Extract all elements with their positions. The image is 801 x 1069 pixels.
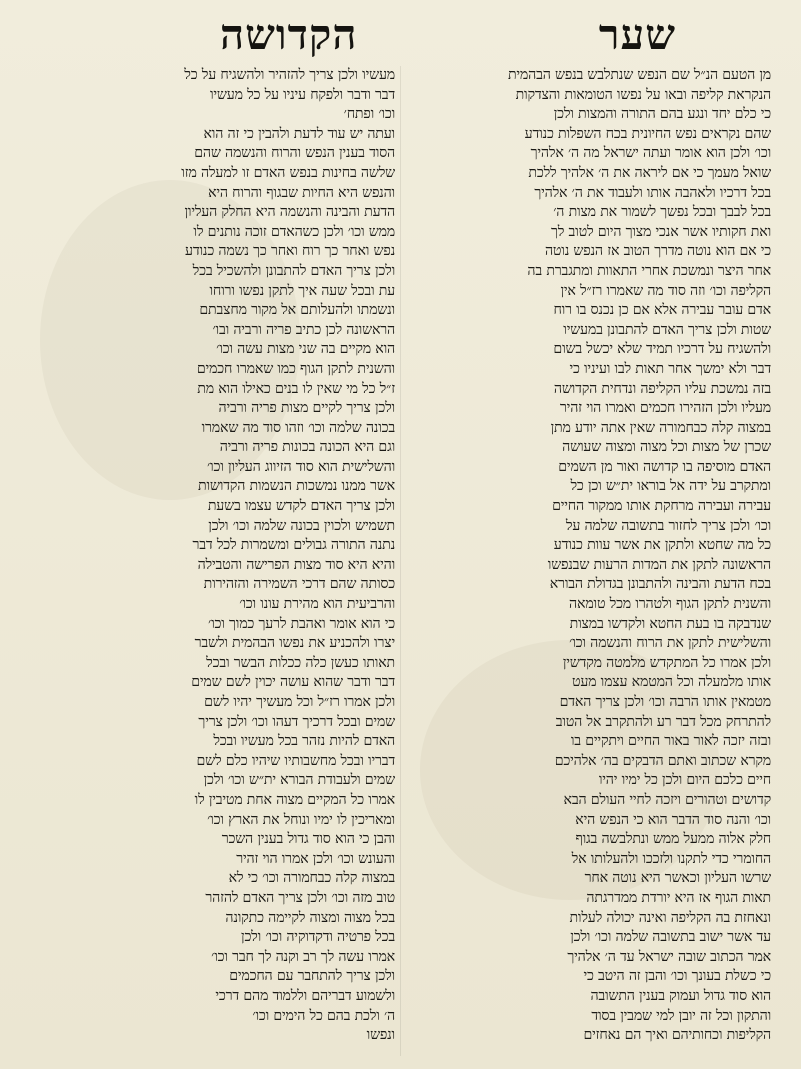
text-line: ומתקרב על ידה אל בוראו ית״ש וכן כל — [570, 478, 771, 495]
text-line: והיא היא סוד מצות הפרישה והטבילה — [197, 556, 395, 573]
text-line: כסותה שהם דרכי השמירה והזהירות — [203, 576, 395, 593]
text-line: והשלישית לתקן את הרוח והנשמה וכו׳ — [569, 635, 771, 652]
text-line: דבר ולא ימשך אחר תאות לבו ועיניו כי — [569, 360, 771, 377]
text-line: אשר ממנו נמשכות הנשמות הקדושות — [198, 478, 395, 495]
text-line: ונפשו — [366, 1027, 395, 1044]
text-line: טוב מזה וכו׳ ולכן צריך האדם להזהר — [205, 889, 395, 906]
text-line: וכו׳ והנה סוד הדבר הוא כי הנפש היא — [575, 811, 771, 828]
text-line: בכל פרטיה ודקדוקיה וכו׳ ולכן — [241, 929, 395, 946]
text-line: הראשונה לתקן את המדות הרעות שבנפשו — [547, 556, 771, 573]
text-line: ולכן צריך לקיים מצות פריה ורביה — [218, 400, 395, 417]
text-line: תאות הגוף אז היא יורדת ממדרגתה — [586, 889, 771, 906]
text-line: ולכן צריך להתחבר עם החכמים — [229, 968, 395, 985]
text-line: הקליפה וכו׳ וזה סוד מה שאמרו רז״ל אין — [560, 282, 771, 299]
text-line: אמרו עשה לך רב וקנה לך חבר וכו׳ — [211, 948, 395, 965]
text-line: ובזה יזכה לאור באור החיים ויתקיים בו — [570, 733, 771, 750]
text-line: כי הוא אומר ואהבת לרעך כמוך וכו׳ — [208, 615, 395, 632]
text-line: חלק אלוה ממעל ממש ונתלבשה בגוף — [575, 831, 771, 848]
text-line: עת ובכל שעה איך לתקן נפשו ורוחו — [209, 282, 395, 299]
text-line: אמרו כל המקיים מצוה אחת מטיבין לו — [194, 791, 395, 808]
text-line: מקרא שכתוב ואתם הדבקים בה׳ אלהיכם — [554, 752, 771, 769]
text-line: שלשה בחינות בנפש האדם זו למעלה מזו — [181, 164, 395, 181]
text-line: כי כשלת בעונך וכו׳ והבן זה היטב כי — [583, 968, 771, 985]
text-line: אותו מלמעלה וכל המטמא עצמו מעט — [571, 674, 771, 691]
text-line: שואל מעמך כי אם ליראה את ה׳ אלהיך ללכת — [528, 164, 771, 181]
text-line: והנפש היא החיות שבגוף והרוח היא — [208, 184, 395, 201]
text-line: כל מה שחטא ולתקן את אשר עוות כנודע — [553, 537, 771, 554]
text-line: יצרו ולהכניע את נפשו הבהמית ולשבר — [194, 635, 395, 652]
left-text-column — [53, 66, 395, 1051]
text-line: שמים ובכל דרכיך דעהו וכו׳ ולכן צריך — [198, 713, 395, 730]
text-line: דבר ודבר ולפקח עיניו על כל מעשיו — [209, 86, 395, 103]
text-line: חיים כלכם היום ולכן כל ימיו יהיו — [598, 772, 771, 789]
text-line: ונשמתו ולהעלותם אל מקור מחצבתם — [199, 302, 395, 319]
text-line: ולהשגיח על דרכיו תמיד שלא יכשל בשום — [553, 341, 771, 358]
text-line: הוא סוד גדול ועמוק בענין התשובה — [590, 987, 771, 1004]
text-line: שכרן של מצות וכל מצוה ומצוה שעושה — [562, 439, 771, 456]
text-line: בכח הדעת והבינה ולהתבונן בגדולת הבורא — [549, 576, 771, 593]
text-line: בכל מצוה ומצוה לקיימה כתקונה — [225, 909, 395, 926]
text-line: בזה נמשכת עליו הקליפה ונדחית הקדושה — [553, 380, 771, 397]
text-line: הראשונה לכן כתיב פריה ורביה ובו׳ — [212, 321, 395, 338]
text-line: ואת חקותיו אשר אנכי מצוך היום לטוב לך — [551, 223, 771, 240]
text-line: מעליו ולכן הזהירו חכמים ואמרו הוי זהיר — [559, 400, 771, 417]
text-line: החומרי כדי לתקנו ולזככו ולהעלותו אל — [571, 850, 771, 867]
text-line: ועתה יש עוד לדעת ולהבין כי זה הוא — [203, 125, 395, 142]
text-line: והשנית לתקן הגוף ולטהרו מכל טומאה — [569, 596, 771, 613]
running-head-left: הקדושה — [220, 10, 358, 59]
text-line: במצוה קלה כבחמורה שאין אתה יודע מתן — [550, 419, 771, 436]
text-line: וכו׳ ולכן הוא אומר ועתה ישראל מה ה׳ אלהיך — [530, 145, 771, 162]
text-line: מן הטעם הנ״ל שם הנפש שנתלבש בנפש הבהמית — [507, 67, 771, 83]
text-line: ומאריכין לו ימיו ונוחל את הארץ וכו׳ — [207, 811, 395, 828]
text-line: עבירה ועבירה מרחקת אותו ממקור החיים — [552, 498, 771, 515]
text-line: במצוה קלה כבחמורה וכו׳ כי לא — [228, 870, 395, 887]
text-line: ז״ל כל מי שאין לו בנים כאילו הוא מת — [197, 380, 395, 397]
text-line: ולשמוע דבריהם וללמוד מהם דרכי — [215, 987, 395, 1004]
text-line: אחר היצר ונמשכת אחרי התאוות ומתגברת בה — [527, 262, 771, 279]
text-line: ונאחזת בה הקליפה ואינה יכולה לעלות — [569, 909, 771, 926]
text-line: תאותו כעשן כלה ככלות הבשר ובכל — [206, 654, 395, 671]
text-line: והבן כי הוא סוד גדול בענין השכר — [221, 831, 395, 848]
text-line: והשנית לתקן הגוף כמו שאמרו חכמים — [196, 360, 395, 377]
text-line: עד אשר ישוב בתשובה שלמה וכו׳ ולכן — [570, 929, 771, 946]
right-text-column — [429, 66, 771, 1051]
text-line: ולכן אמרו כל המתקדש מלמטה מקדשין — [562, 654, 771, 671]
running-head-right: שער — [598, 10, 676, 59]
text-line: אדם עובר עבירה אלא אם כן נכנס בו רוח — [553, 302, 771, 319]
text-line: והרביעית הוא מהירת עונו וכו׳ — [239, 596, 395, 613]
text-line: ה׳ ולכת בהם כל הימים וכו׳ — [252, 1007, 395, 1024]
text-line: והעונש וכו׳ ולכן אמרו הוי זהיר — [236, 850, 395, 867]
text-line: אמר הכתוב שובה ישראל עד ה׳ אלהיך — [567, 948, 771, 965]
text-line: כי כלם יחד ונגע בהם התורה והמצות ולכן — [553, 106, 771, 123]
text-line: בכונה שלמה וכו׳ וזהו סוד מה שאמרו — [201, 419, 395, 436]
text-line: שרשו העליון וכאשר היא נוטה אחר — [584, 870, 771, 887]
text-line: הסוד בענין הנפש והרוח והנשמה שהם — [194, 145, 395, 162]
text-line: קדושים וטהורים ויזכה לחיי העולם הבא — [563, 791, 771, 808]
text-line: וכו׳ ולכן צריך לחזור בתשובה שלמה על — [565, 517, 771, 534]
text-line: מעשיו ולכן צריך להזהיר ולהשגיח על כל — [184, 67, 395, 83]
text-line: הנקראת קליפה ובאו על נפשו הטומאות והצדקות — [515, 86, 771, 103]
text-line: נפש ואחר כך רוח ואחר כך נשמה כנודע — [185, 243, 395, 260]
text-line: שהם נקראים נפש החיונית בכח השפלות כנודע — [524, 125, 771, 142]
text-line: ולכן צריך האדם לקדש עצמו בשעת — [207, 498, 395, 515]
text-line: ממש וכו׳ ולכן כשהאדם זוכה נותנים לו — [193, 223, 395, 240]
text-line: ולכן אמרו רז״ל וכל מעשיך יהיו לשם — [204, 694, 395, 710]
text-line: והתקון וכל זה יובן למי שמבין בסוד — [591, 1007, 771, 1024]
text-line: תשמיש ולכוין בכונה שלמה וכו׳ ולכן — [208, 517, 395, 534]
text-line: שטות ולכן צריך האדם להתבונן במעשיו — [563, 321, 771, 338]
text-line: וכו׳ ופתח׳ — [343, 106, 395, 123]
text-line: דבריו ובכל מחשבותיו שיהיו כלם לשם — [196, 752, 395, 769]
text-line: הוא מקיים בה שני מצות עשה וכו׳ — [216, 341, 395, 358]
text-line: האדם מוסיפה בו קדושה ואור מן השמים — [558, 458, 771, 475]
text-line: והשלישית הוא סוד הזיווג העליון וכו׳ — [206, 458, 395, 475]
text-line: דבר ודבר שהוא עושה יכוין לשם שמים — [191, 674, 395, 691]
text-line: שנדבקה בו בעת החטא ולקדשו במצות — [569, 615, 771, 632]
text-line: הקליפות וכחותיהם ואיך הם נאחזים — [583, 1027, 771, 1044]
text-line: שמים ולעבודת הבורא ית״ש וכו׳ ולכן — [203, 772, 395, 789]
text-line: ולכן צריך האדם להתבונן ולהשכיל בכל — [192, 262, 395, 279]
text-line: בכל לבבך ובכל נפשך לשמור את מצות ה׳ — [553, 204, 771, 221]
column-gutter — [400, 66, 401, 1056]
text-line: מטמאין אותו הרבה וכו׳ ולכן צריך האדם — [559, 694, 771, 710]
text-line: וגם היא הכונה בכונות פריה ורביה — [219, 439, 395, 456]
running-head — [0, 6, 801, 66]
text-line: הדעת והבינה והנשמה היא החלק העליון — [184, 204, 395, 221]
text-line: בכל דרכיו ולאהבה אותו ולעבוד את ה׳ אלהיך — [534, 184, 771, 201]
text-line: להתרחק מכל דבר רע ולהתקרב אל הטוב — [555, 713, 771, 730]
text-line: כי אם הוא נוטה מדרך הטוב אז הנפש נוטה — [544, 243, 771, 260]
text-line: נתנה התורה גבולים ומשמרות לכל דבר — [192, 537, 395, 554]
text-line: האדם להיות נזהר בכל מעשיו ובכל — [213, 733, 395, 750]
